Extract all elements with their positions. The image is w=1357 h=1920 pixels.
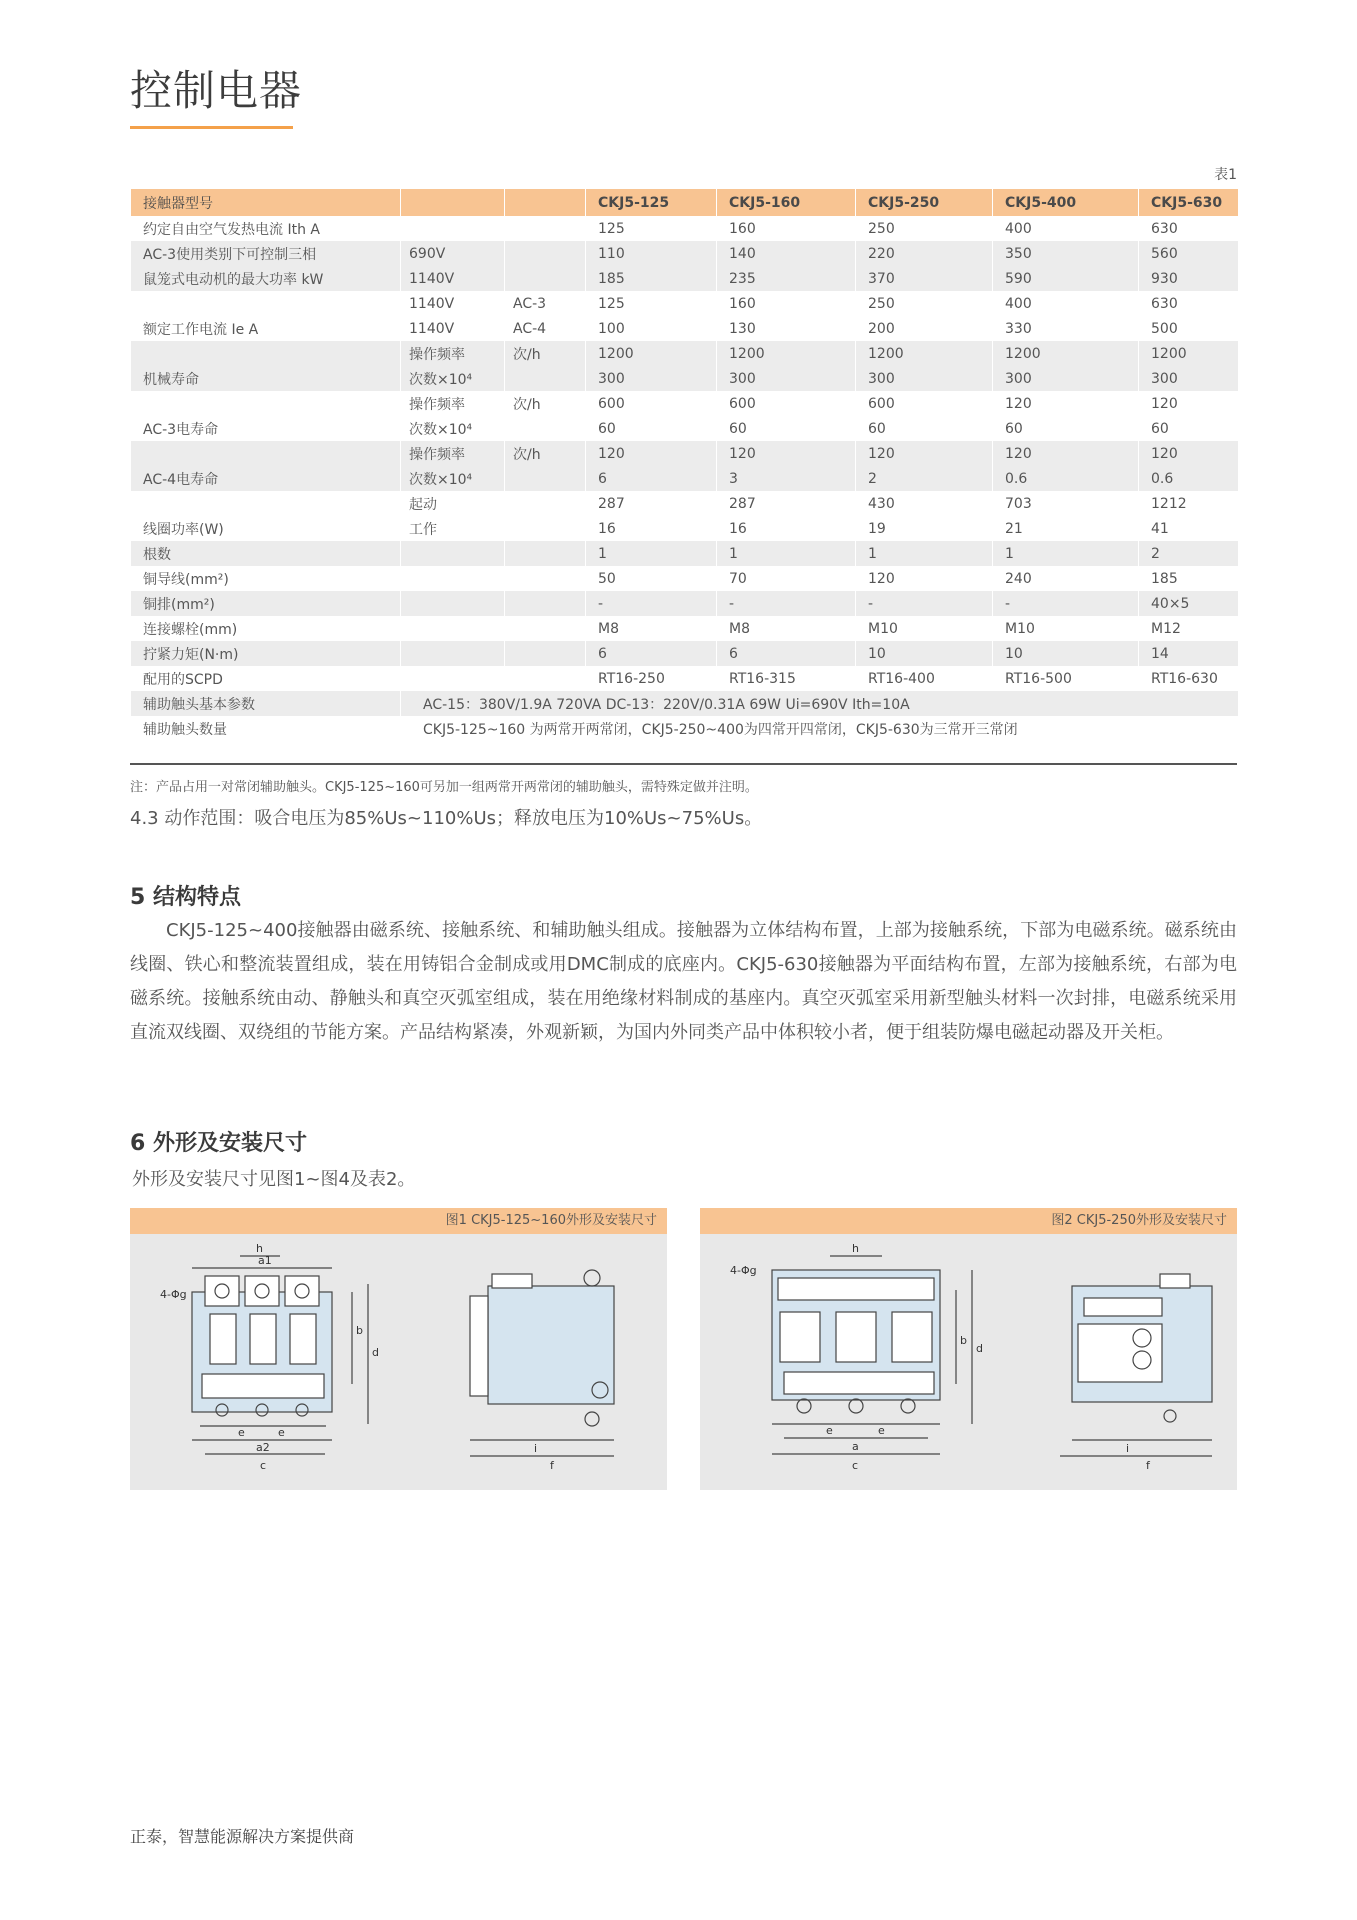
dim-b: b: [356, 1324, 363, 1337]
row-sub-label: [505, 641, 586, 666]
table-row: [131, 316, 1238, 341]
row-sub-label: [505, 266, 586, 291]
table-cell: 120: [586, 441, 717, 466]
dim-a: a: [852, 1440, 859, 1453]
table-row: [131, 541, 1238, 566]
table-row: [131, 391, 1238, 416]
row-sub-label: [505, 466, 586, 491]
table-cell: 2: [1139, 541, 1238, 566]
table-cell: 6: [586, 466, 717, 491]
table-cell: 330: [993, 316, 1139, 341]
table-cell: 300: [856, 366, 993, 391]
table-cell: 370: [856, 266, 993, 291]
table-cell: 130: [717, 316, 856, 341]
table-row: [131, 516, 1238, 541]
table-cell: 140: [717, 241, 856, 266]
row-label: [131, 291, 401, 316]
row-sub-label: [505, 491, 586, 516]
spanning-value: CKJ5-125~160 为两常开两常闭，CKJ5-250~400为四常开四常闭，CKJ5-630为三常开三常闭: [401, 716, 1238, 741]
row-sub-label: [505, 616, 586, 641]
row-sub-label: 工作: [401, 516, 505, 541]
range-text: 4.3 动作范围：吸合电压为85%Us~110%Us；释放电压为10%Us~75%Us。: [130, 808, 763, 829]
row-sub-label: 次/h: [505, 391, 586, 416]
table-cell: 250: [856, 216, 993, 241]
header-model: CKJ5-125: [586, 189, 717, 216]
row-sub-label: [401, 641, 505, 666]
row-label: 连接螺栓(mm): [131, 616, 401, 641]
table-cell: 185: [586, 266, 717, 291]
dim-i: i: [534, 1442, 538, 1455]
table-cell: 590: [993, 266, 1139, 291]
table-row: [131, 441, 1238, 466]
row-sub-label: [401, 616, 505, 641]
table-cell: 110: [586, 241, 717, 266]
header-model: CKJ5-250: [856, 189, 993, 216]
table-bottom-rule: [130, 763, 1237, 765]
row-sub-label: [401, 591, 505, 616]
table-cell: 120: [1139, 391, 1238, 416]
table-row: [131, 566, 1238, 591]
table-cell: -: [856, 591, 993, 616]
row-sub-label: 次/h: [505, 341, 586, 366]
row-sub-label: [505, 216, 586, 241]
table-cell: 16: [717, 516, 856, 541]
table-cell: 1200: [717, 341, 856, 366]
table-cell: 300: [993, 366, 1139, 391]
row-sub-label: [401, 666, 505, 691]
table-cell: 120: [856, 566, 993, 591]
row-label: 根数: [131, 541, 401, 566]
table-cell: 0.6: [993, 466, 1139, 491]
table-cell: 250: [856, 291, 993, 316]
table-cell: 60: [717, 416, 856, 441]
table-row: [131, 716, 1238, 741]
row-label: 约定自由空气发热电流 Ith A: [131, 216, 401, 241]
table-cell: M10: [856, 616, 993, 641]
row-sub-label: AC-3: [505, 291, 586, 316]
table-header-row: [131, 189, 1238, 216]
table-cell: RT16-500: [993, 666, 1139, 691]
dim-a1: a1: [258, 1254, 272, 1267]
dim-e1: e: [826, 1424, 833, 1437]
row-sub-label: 次数×10⁴: [401, 416, 505, 441]
table-cell: 930: [1139, 266, 1238, 291]
row-label: AC-3电寿命: [131, 416, 401, 441]
table-cell: RT16-250: [586, 666, 717, 691]
row-sub-label: 操作频率: [401, 391, 505, 416]
figure-1: [130, 1208, 667, 1490]
section-6-heading: 6 外形及安装尺寸: [130, 1131, 307, 1156]
section-5-heading: 5 结构特点: [130, 885, 241, 910]
table-cell: 19: [856, 516, 993, 541]
table-cell: 1200: [586, 341, 717, 366]
table-cell: RT16-400: [856, 666, 993, 691]
row-sub-label: [505, 566, 586, 591]
table-cell: 16: [586, 516, 717, 541]
table-row: [131, 691, 1238, 716]
row-label: 辅助触头基本参数: [131, 691, 401, 716]
row-sub-label: 1140V: [401, 316, 505, 341]
page-title: 控制电器: [130, 66, 303, 115]
table-cell: 600: [717, 391, 856, 416]
table-cell: 1200: [1139, 341, 1238, 366]
dim-b: b: [960, 1334, 967, 1347]
table-cell: 50: [586, 566, 717, 591]
figure-2-caption: 图2 CKJ5-250外形及安装尺寸: [700, 1208, 1237, 1234]
row-sub-label: [505, 541, 586, 566]
table-row: [131, 491, 1238, 516]
table-cell: 120: [993, 441, 1139, 466]
table-cell: 560: [1139, 241, 1238, 266]
footer-slogan: 正泰，智慧能源解决方案提供商: [130, 1827, 355, 1846]
table-cell: 430: [856, 491, 993, 516]
dim-c: c: [852, 1459, 859, 1472]
figure-1-caption: 图1 CKJ5-125~160外形及安装尺寸: [130, 1208, 667, 1234]
spec-table: [130, 189, 1238, 741]
row-sub-label: 1140V: [401, 291, 505, 316]
row-sub-label: 操作频率: [401, 441, 505, 466]
row-label: 机械寿命: [131, 366, 401, 391]
row-label: [131, 341, 401, 366]
table-cell: -: [586, 591, 717, 616]
table-cell: 600: [856, 391, 993, 416]
table-cell: 125: [586, 291, 717, 316]
table-note: 注：产品占用一对常闭辅助触头。CKJ5-125~160可另加一组两常开两常闭的辅助触头，需特殊定做并注明。: [130, 780, 758, 795]
table-cell: 220: [856, 241, 993, 266]
table-cell: -: [717, 591, 856, 616]
dim-f: f: [550, 1459, 554, 1472]
table-cell: 630: [1139, 291, 1238, 316]
table-cell: 240: [993, 566, 1139, 591]
table-cell: 287: [586, 491, 717, 516]
table-cell: 60: [856, 416, 993, 441]
dim-d: d: [372, 1346, 379, 1359]
table-row: [131, 666, 1238, 691]
figure-1-drawing: [130, 1234, 667, 1490]
table-cell: 60: [1139, 416, 1238, 441]
table-cell: 350: [993, 241, 1139, 266]
table-row: [131, 241, 1238, 266]
table-row: [131, 616, 1238, 641]
row-label: 铜排(mm²): [131, 591, 401, 616]
table-cell: 120: [1139, 441, 1238, 466]
dim-g: 4-Φg: [160, 1288, 187, 1301]
title-underline: [130, 126, 293, 129]
row-label: 额定工作电流 Ie A: [131, 316, 401, 341]
table-caption: 表1: [1214, 167, 1237, 183]
table-row: [131, 591, 1238, 616]
table-cell: 1200: [993, 341, 1139, 366]
table-cell: M10: [993, 616, 1139, 641]
table-cell: 185: [1139, 566, 1238, 591]
row-sub-label: 次数×10⁴: [401, 466, 505, 491]
table-row: [131, 341, 1238, 366]
table-cell: 1: [717, 541, 856, 566]
dim-h: h: [852, 1242, 859, 1255]
row-sub-label: [505, 591, 586, 616]
table-cell: 2: [856, 466, 993, 491]
table-cell: 400: [993, 291, 1139, 316]
table-cell: M12: [1139, 616, 1238, 641]
row-label: 拧紧力矩(N·m): [131, 641, 401, 666]
table-cell: 40×5: [1139, 591, 1238, 616]
table-cell: 300: [1139, 366, 1238, 391]
row-sub-label: [505, 416, 586, 441]
figure-2-drawing: [700, 1234, 1237, 1490]
table-cell: 120: [856, 441, 993, 466]
row-sub-label: 操作频率: [401, 341, 505, 366]
header-model: CKJ5-630: [1139, 189, 1238, 216]
row-sub-label: [505, 366, 586, 391]
dim-c: c: [260, 1459, 267, 1472]
row-sub-label: 次/h: [505, 441, 586, 466]
table-cell: 3: [717, 466, 856, 491]
dim-d: d: [976, 1342, 983, 1355]
table-cell: 10: [993, 641, 1139, 666]
dim-a2: a2: [256, 1441, 270, 1454]
table-cell: 1: [993, 541, 1139, 566]
table-cell: RT16-630: [1139, 666, 1238, 691]
table-cell: 287: [717, 491, 856, 516]
table-cell: 120: [717, 441, 856, 466]
row-label: AC-4电寿命: [131, 466, 401, 491]
row-sub-label: [401, 566, 505, 591]
table-cell: 6: [717, 641, 856, 666]
table-cell: 6: [586, 641, 717, 666]
table-cell: 10: [856, 641, 993, 666]
table-cell: 1: [586, 541, 717, 566]
row-label: [131, 441, 401, 466]
table-row: [131, 266, 1238, 291]
table-cell: M8: [717, 616, 856, 641]
table-cell: 703: [993, 491, 1139, 516]
table-cell: 1200: [856, 341, 993, 366]
table-cell: -: [993, 591, 1139, 616]
table-cell: 0.6: [1139, 466, 1238, 491]
row-sub-label: AC-4: [505, 316, 586, 341]
table-cell: 1: [856, 541, 993, 566]
table-cell: 41: [1139, 516, 1238, 541]
dim-e2: e: [278, 1426, 285, 1439]
table-cell: 160: [717, 291, 856, 316]
table-cell: RT16-315: [717, 666, 856, 691]
table-cell: 400: [993, 216, 1139, 241]
dim-f: f: [1146, 1459, 1150, 1472]
row-label: [131, 491, 401, 516]
table-row: [131, 416, 1238, 441]
section-5-body: CKJ5-125~400接触器由磁系统、接触系统、和辅助触头组成。接触器为立体结构布置，上部为接触系统，下部为电磁系统。磁系统由线圈、铁心和整流装置组成，装在用铸铝合金制成或用DMC制成的底座内。CKJ5-630接触器为平面结构布置，左部为接触系统，右部为电磁系统。接触系统由动、静触头和真空灭弧室组成，装在用绝缘材料制成的基座内。真空灭弧室采用新型触头材料一次封排，电磁系统采用直流双线圈、双绕组的节能方案。产品结构紧凑，外观新颖，为国内外同类产品中体积较小者，便于组装防爆电磁起动器及开关柜。: [130, 920, 1237, 1043]
row-label: [131, 391, 401, 416]
row-sub-label: [505, 666, 586, 691]
table-cell: 120: [993, 391, 1139, 416]
row-sub-label: [401, 541, 505, 566]
header-model: CKJ5-400: [993, 189, 1139, 216]
row-label: 配用的SCPD: [131, 666, 401, 691]
table-row: [131, 291, 1238, 316]
row-sub-label: [505, 516, 586, 541]
table-cell: 125: [586, 216, 717, 241]
dim-i: i: [1126, 1442, 1130, 1455]
row-label: 鼠笼式电动机的最大功率 kW: [131, 266, 401, 291]
table-row: [131, 466, 1238, 491]
table-cell: 160: [717, 216, 856, 241]
row-sub-label: 起动: [401, 491, 505, 516]
header-label: 接触器型号: [131, 189, 401, 216]
dim-h: h: [256, 1242, 263, 1255]
table-cell: 100: [586, 316, 717, 341]
table-cell: 21: [993, 516, 1139, 541]
table-cell: 500: [1139, 316, 1238, 341]
dim-g: 4-Φg: [730, 1264, 757, 1277]
row-sub-label: [505, 241, 586, 266]
table-cell: M8: [586, 616, 717, 641]
table-row: [131, 641, 1238, 666]
row-label: AC-3使用类别下可控制三相: [131, 241, 401, 266]
row-sub-label: 次数×10⁴: [401, 366, 505, 391]
table-cell: 1212: [1139, 491, 1238, 516]
row-sub-label: [401, 216, 505, 241]
header-model: CKJ5-160: [717, 189, 856, 216]
figure-2: [700, 1208, 1237, 1490]
section-6-text: 外形及安装尺寸见图1~图4及表2。: [132, 1169, 416, 1190]
dim-e2: e: [878, 1424, 885, 1437]
row-label: 辅助触头数量: [131, 716, 401, 741]
spanning-value: AC-15：380V/1.9A 720VA DC-13：220V/0.31A 69W Ui=690V Ith=10A: [401, 691, 1238, 716]
table-cell: 60: [993, 416, 1139, 441]
row-sub-label: 1140V: [401, 266, 505, 291]
table-cell: 200: [856, 316, 993, 341]
table-cell: 14: [1139, 641, 1238, 666]
row-sub-label: 690V: [401, 241, 505, 266]
row-label: 铜导线(mm²): [131, 566, 401, 591]
table-row: [131, 216, 1238, 241]
table-cell: 60: [586, 416, 717, 441]
row-label: 线圈功率(W): [131, 516, 401, 541]
table-cell: 300: [717, 366, 856, 391]
table-cell: 70: [717, 566, 856, 591]
table-cell: 300: [586, 366, 717, 391]
table-row: [131, 366, 1238, 391]
table-cell: 630: [1139, 216, 1238, 241]
dim-e1: e: [238, 1426, 245, 1439]
table-cell: 235: [717, 266, 856, 291]
table-cell: 600: [586, 391, 717, 416]
